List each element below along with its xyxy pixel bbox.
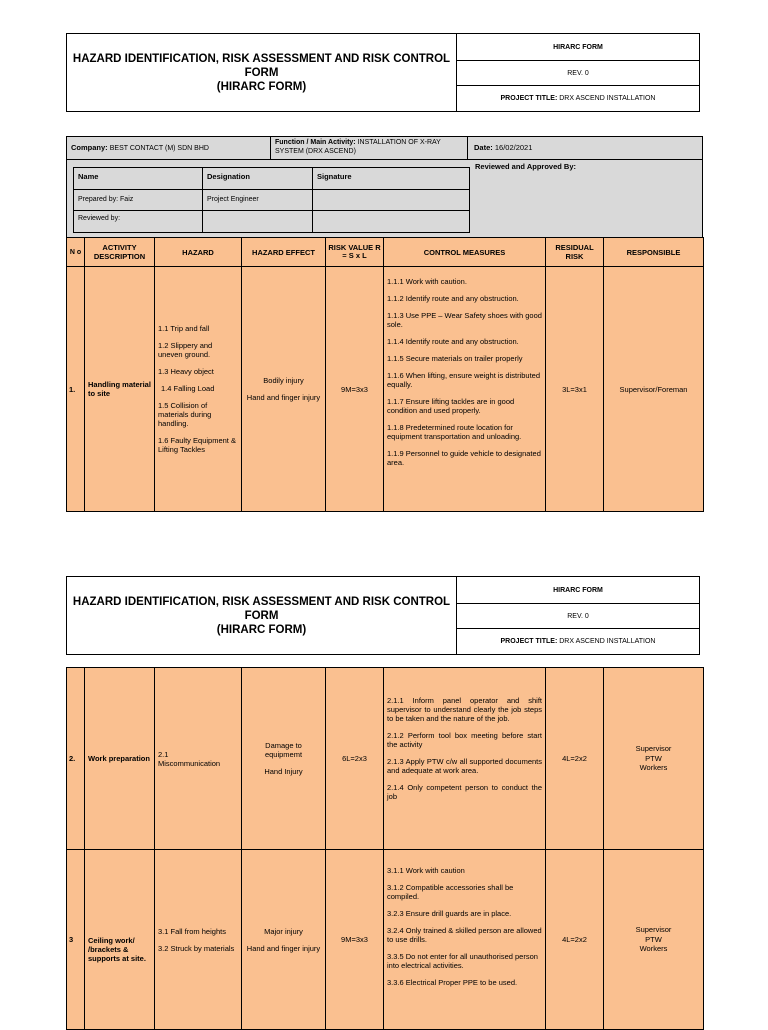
company-label: Company:	[71, 143, 108, 152]
form-label: HIRARC FORM	[553, 586, 603, 594]
name-header: Name	[73, 167, 203, 189]
form-title-line1: HAZARD IDENTIFICATION, RISK ASSESSMENT AND RISK CONTROL	[72, 595, 451, 608]
project-title-value: DRX ASCEND INSTALLATION	[559, 638, 656, 645]
form-title-line2: FORM	[244, 66, 279, 79]
col-control: CONTROL MEASURES	[384, 238, 546, 267]
rev-label: REV. 0	[567, 69, 589, 77]
col-risk-value: RISK VALUE R = S x L	[326, 238, 384, 267]
form-label-cell-2	[456, 577, 699, 603]
row-activity: Ceiling work/ /brackets & supports at site.	[85, 850, 155, 1030]
row-no: 2.	[67, 668, 85, 850]
reviewed-by-cell: Reviewed by:	[73, 211, 203, 233]
form-title-line3: (HIRARC FORM)	[216, 623, 307, 636]
row-responsible: Supervisor PTW Workers	[604, 850, 704, 1030]
row-controls: 2.1.1 Inform panel operator and shift supervisor to understand clearly the job steps to be taken and the nature of the job. 2.1.2 Perform tool box meeting before start the activity 2.1.3 Apply PTW c/w all supported documents and adequate at work area. 2.1.4 Only competent person to conduct the job	[384, 668, 546, 850]
signature-header: Signature	[313, 167, 470, 189]
row-responsible: Supervisor PTW Workers	[604, 668, 704, 850]
row-effects: Damage to equipmemt Hand Injury	[242, 668, 326, 850]
row-controls: 1.1.1 Work with caution. 1.1.2 Identify route and any obstruction. 1.1.3 Use PPE – Wear Safety shoes with good sole. 1.1.4 Identify route and any obstruction. 1.1.5 Secure materials on trailer properly 1.1.6 When lifting, ensure weight is distributed equally. 1.1.7 Ensure lifting tackles are in good condition and used properly. 1.1.8 Predetermined route location for equipment transportation and unloading. 1.1.9 Personnel to guide vehicle to designated area.	[384, 267, 546, 512]
col-residual: RESIDUAL RISK	[546, 238, 604, 267]
date-cell	[468, 137, 702, 160]
table-row	[67, 668, 704, 850]
row-risk: 9M=3x3	[326, 267, 384, 512]
info-block	[66, 136, 703, 238]
project-title-cell-2	[456, 628, 699, 654]
row-responsible: Supervisor/Foreman	[604, 267, 704, 512]
reviewed-designation-cell	[203, 211, 313, 233]
row-hazards: 2.1 Miscommunication	[155, 668, 242, 850]
reviewed-approved-label: Reviewed and Approved By:	[475, 162, 576, 171]
form-title-line1: HAZARD IDENTIFICATION, RISK ASSESSMENT AND RISK CONTROL	[72, 52, 451, 65]
designation-header: Designation	[203, 167, 313, 189]
project-title-label: PROJECT TITLE:	[500, 95, 558, 102]
company-cell	[67, 137, 271, 160]
form-header-2	[66, 576, 700, 655]
prepared-by-cell: Prepared by: Faiz	[73, 189, 203, 211]
row-residual: 3L=3x1	[546, 267, 604, 512]
col-no: N o	[67, 238, 85, 267]
prepared-designation-cell: Project Engineer	[203, 189, 313, 211]
row-controls: 3.1.1 Work with caution 3.1.2 Compatible accessories shall be compiled. 3.2.3 Ensure drill guards are in place. 3.2.4 Only trained & skilled person are allowed to use drills. 3.3.5 Do not enter for all unauthorised person into electrical activities. 3.3.6 Electrical Proper PPE to be used.	[384, 850, 546, 1030]
prepared-signature-cell	[313, 189, 470, 211]
form-title-line2: FORM	[244, 609, 279, 622]
project-title-value: DRX ASCEND INSTALLATION	[559, 95, 656, 102]
row-activity: Work preparation	[85, 668, 155, 850]
col-hazard: HAZARD	[155, 238, 242, 267]
rev-label: REV. 0	[567, 612, 589, 620]
hirarc-table-2	[66, 667, 704, 1030]
form-title-block	[67, 34, 456, 111]
form-title-line3: (HIRARC FORM)	[216, 80, 307, 93]
row-no: 1.	[67, 267, 85, 512]
project-title-cell	[456, 85, 699, 111]
hirarc-table-1	[66, 237, 704, 512]
form-title-block-2	[67, 577, 456, 654]
rev-cell	[456, 60, 699, 85]
company-value: BEST CONTACT (M) SDN BHD	[109, 145, 209, 152]
row-risk: 6L=2x3	[326, 668, 384, 850]
row-residual: 4L=2x2	[546, 850, 604, 1030]
function-value: INSTALLATION OF X-RAY SYSTEM (DRX ASCEND)	[275, 139, 441, 155]
form-label-cell	[456, 34, 699, 60]
form-header	[66, 33, 700, 112]
date-label: Date:	[474, 143, 493, 152]
function-label: Function / Main Activity:	[275, 139, 356, 146]
col-effect: HAZARD EFFECT	[242, 238, 326, 267]
table-row	[67, 850, 704, 1030]
form-label: HIRARC FORM	[553, 43, 603, 51]
row-effects: Major injury Hand and finger injury	[242, 850, 326, 1030]
row-residual: 4L=2x2	[546, 668, 604, 850]
reviewed-signature-cell	[313, 211, 470, 233]
col-activity: ACTIVITY DESCRIPTION	[85, 238, 155, 267]
row-no: 3	[67, 850, 85, 1030]
row-risk: 9M=3x3	[326, 850, 384, 1030]
signoff-table	[73, 167, 470, 239]
row-activity: Handling material to site	[85, 267, 155, 512]
table-row	[67, 267, 704, 512]
rev-cell-2	[456, 603, 699, 628]
row-hazards: 1.1 Trip and fall 1.2 Slippery and uneven ground. 1.3 Heavy object 1.4 Falling Load 1.5 Collision of materials during handling. 1.6 Faulty Equipment & Lifting Tackles	[155, 267, 242, 512]
function-cell	[271, 137, 468, 160]
date-value: 16/02/2021	[494, 143, 533, 152]
row-hazards: 3.1 Fall from heights 3.2 Struck by materials	[155, 850, 242, 1030]
row-effects: Bodily injury Hand and finger injury	[242, 267, 326, 512]
col-responsible: RESPONSIBLE	[604, 238, 704, 267]
project-title-label: PROJECT TITLE:	[500, 638, 558, 645]
